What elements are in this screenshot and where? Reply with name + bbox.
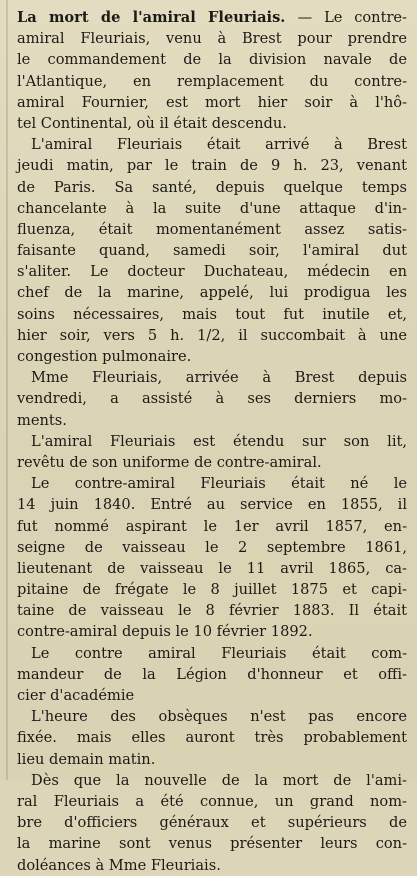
article-line: tel Continental, où il était descendu.: [17, 114, 287, 132]
article-line: chef de la marine, appelé, lui prodigua les: [17, 284, 407, 302]
article-paragraph-8: [17, 770, 407, 876]
article-line: 14 juin 1840. Entré au service en 1855, il: [17, 496, 407, 514]
article-line: chancelante à la suite d'une attaque d'in-: [17, 199, 407, 217]
article-line: s'aliter. Le docteur Duchateau, médecin en: [17, 263, 407, 281]
article-paragraph-7: [17, 706, 407, 770]
article-line: contre-amiral depuis le 10 février 1892.: [17, 623, 313, 641]
article-line: le commandement de la division navale de: [17, 51, 407, 69]
article-line: Le contre-amiral Fleuriais était né le: [31, 475, 407, 493]
article-paragraph-5: [17, 473, 407, 643]
article-line: amiral Fleuriais, venu à Brest pour prendre: [17, 30, 407, 48]
article-line: pitaine de frégate le 8 juillet 1875 et capi-: [17, 581, 407, 599]
article-line: de Paris. Sa santé, depuis quelque temps: [17, 178, 407, 196]
article-headline: La mort de l'amiral Fleuriais.: [17, 9, 298, 26]
article-line: L'amiral Fleuriais était arrivé à Brest: [31, 136, 407, 154]
article-line: lieu demain matin.: [17, 750, 156, 768]
article-line: Le contre amiral Fleuriais était com-: [31, 644, 407, 662]
article-line: revêtu de son uniforme de contre-amiral.: [17, 453, 322, 471]
article-line: congestion pulmonaire.: [17, 348, 192, 365]
article-line: bre d'officiers généraux et supérieurs de: [17, 814, 407, 832]
article-line: hier soir, vers 5 h. 1/2, il succombait à une: [17, 326, 407, 344]
article-line: fluenza, était momentanément assez satis-: [17, 220, 407, 238]
article-line: seigne de vaisseau le 2 septembre 1861,: [17, 538, 407, 556]
article-line: cier d'académie: [17, 687, 135, 704]
article-line: soins nécessaires, mais tout fut inutile et,: [17, 305, 407, 323]
article-line: l'Atlantique, en remplacement du contre-: [17, 72, 407, 90]
article-line: amiral Fournier, est mort hier soir à l'hô-: [17, 93, 407, 111]
article-line: vendredi, a assisté à ses derniers mo-: [17, 390, 407, 408]
article-line: lieutenant de vaisseau le 11 avril 1865, ca-: [17, 559, 407, 577]
article-line: La mort de l'amiral Fleuriais. — Le contre-: [17, 9, 407, 26]
article-line: taine de vaisseau le 8 février 1883. Il était: [17, 602, 407, 620]
article-line: L'heure des obsèques n'est pas encore: [31, 708, 407, 726]
article-column: [17, 7, 407, 876]
article-paragraph-2: [17, 134, 407, 367]
article-line: ments.: [17, 411, 67, 429]
article-paragraph-1: [17, 7, 407, 134]
article-paragraph-6: [17, 643, 407, 707]
article-line: faisante quand, samedi soir, l'amiral dut: [17, 242, 407, 260]
article-line: ral Fleuriais a été connue, un grand nom-: [17, 792, 407, 810]
article-line: Dès que la nouvelle de la mort de l'ami-: [31, 771, 407, 789]
article-line: fut nommé aspirant le 1er avril 1857, en-: [17, 517, 407, 535]
article-line: doléances à Mme Fleuriais.: [17, 856, 221, 874]
article-paragraph-4: [17, 431, 407, 473]
article-line: Mme Fleuriais, arrivée à Brest depuis: [31, 369, 407, 387]
article-line: L'amiral Fleuriais est étendu sur son lit,: [31, 432, 407, 450]
article-line: jeudi matin, par le train de 9 h. 23, venant: [17, 157, 407, 175]
article-line: fixée. mais elles auront très probablement: [17, 729, 407, 747]
article-line: mandeur de la Légion d'honneur et offi-: [17, 665, 407, 683]
article-paragraph-3: [17, 367, 407, 431]
article-line: la marine sont venus présenter leurs con-: [17, 835, 407, 853]
